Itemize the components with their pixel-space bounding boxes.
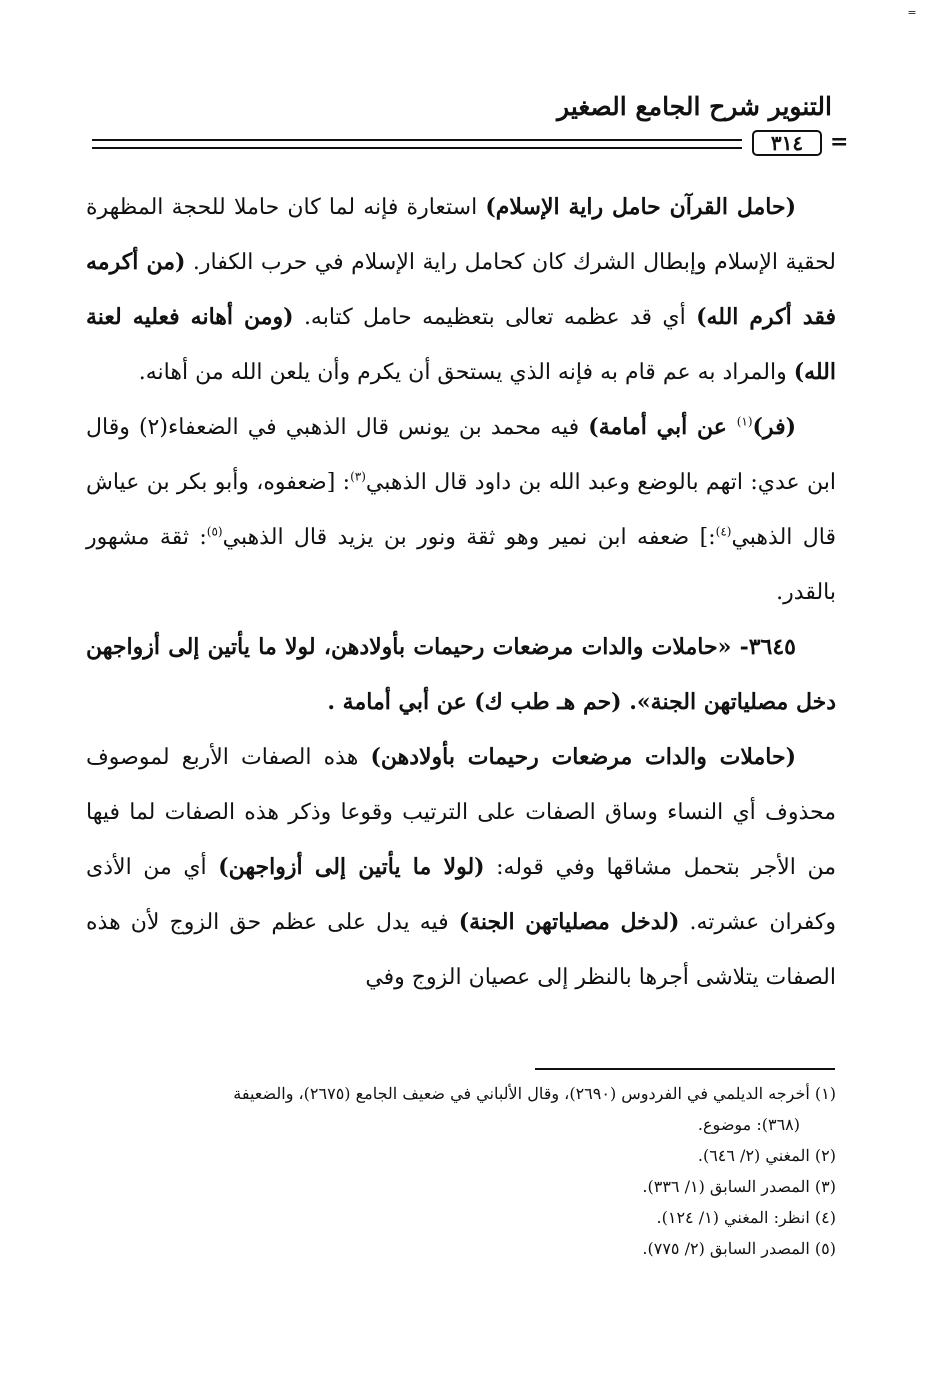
footnote-2: (٢) المغني (٢/ ٦٤٦). xyxy=(697,1146,836,1165)
matn-quote: (ومن أهانه فعليه لعنة الله) xyxy=(86,304,836,385)
hadith-source: (حم هـ طب ك) عن أبي أمامة . xyxy=(327,689,630,715)
matn-quote: (لدخل مصلياتهن الجنة) xyxy=(458,909,680,935)
header-decoration: = xyxy=(830,129,849,155)
footnote-3: (٣) المصدر السابق (١/ ٣٣٦). xyxy=(642,1177,836,1196)
corner-mark: = xyxy=(907,6,917,19)
footnote-separator xyxy=(535,1068,835,1070)
commentary-text: : [ضعفوه، وأبو بكر بن عياش قال الذهبي xyxy=(86,470,836,550)
running-header-title: التنوير شرح الجامع الصغير xyxy=(557,92,832,121)
body-text xyxy=(86,180,836,1005)
hadith-entry xyxy=(86,620,836,730)
footnote-ref: (١) xyxy=(736,414,753,429)
commentary-text: أي قد عظمه تعالى بتعظيمه حامل كتابه. xyxy=(293,305,697,330)
footnote-ref: (٥) xyxy=(206,524,223,539)
header-rule-bottom xyxy=(92,147,742,149)
footnote-1-continuation: (٣٦٨): موضوع. xyxy=(697,1115,800,1134)
footnotes xyxy=(86,1078,836,1264)
matn-quote: (حامل القرآن حامل راية الإسلام) xyxy=(485,194,796,220)
source-code: (فر) xyxy=(752,414,796,440)
commentary-text: : ثقة مشهور بالقدر. xyxy=(86,525,836,605)
footnote-5: (٥) المصدر السابق (٢/ ٧٧٥). xyxy=(642,1239,836,1258)
matn-quote: (حاملات والدات مرضعات رحيمات بأولادهن) xyxy=(370,744,796,770)
paragraph-commentary-2 xyxy=(86,730,836,1005)
commentary-text: استعارة فإنه لما كان حاملا للحجة المظهرة لحقية الإسلام وإبطال الشرك كان كحامل راية الإسلام في حرب الكفار. xyxy=(86,195,836,275)
page-number: ٣١٤ xyxy=(752,130,822,156)
hadith-text: ٣٦٤٥- «حاملات والدات مرضعات رحيمات بأولادهن، لولا ما يأتين إلى أزواجهن دخل مصلياتهن الجنة». xyxy=(86,634,836,715)
footnote-ref: (٤) xyxy=(715,524,732,539)
matn-quote: (لولا ما يأتين إلى أزواجهن) xyxy=(218,854,485,880)
footnote-1: (١) أخرجه الديلمي في الفردوس (٢٦٩٠)، وقال الألباني في ضعيف الجامع (٢٦٧٥)، والضعيفة xyxy=(233,1084,836,1103)
matn-quote: (من أكرمه فقد أكرم الله) xyxy=(86,249,836,330)
commentary-text: أي من الأذى وكفران عشرته. xyxy=(86,855,836,935)
commentary-text: فيه محمد بن يونس قال الذهبي في الضعفاء(٢) وقال ابن عدي: اتهم بالوضع وعبد الله بن داود قال الذهبي xyxy=(86,415,836,495)
footnote-ref: (٣) xyxy=(350,469,366,484)
header-rule-top xyxy=(92,139,742,141)
paragraph-commentary-1 xyxy=(86,180,836,400)
commentary-text: فيه يدل على عظم حق الزوج لأن هذه الصفات يتلاشى أجرها بالنظر إلى عصيان الزوج وفي xyxy=(86,910,836,990)
commentary-text: :] ضعفه ابن نمير وهو ثقة ونور بن يزيد قال الذهبي xyxy=(222,525,716,550)
commentary-text: والمراد به عم قام به فإنه الذي يستحق أن يكرم وأن يلعن الله من أهانه. xyxy=(138,360,794,385)
footnote-4: (٤) انظر: المغني (١/ ١٢٤). xyxy=(656,1208,836,1227)
commentary-text: هذه الصفات الأربع لموصوف محذوف أي النساء وساق الصفات على الترتيب وقوعا وذكر هذه الصفات لما فيها من الأجر بتحمل مشاقها وفي قوله: xyxy=(86,745,836,880)
narrator: عن أبي أمامة) xyxy=(588,414,737,440)
paragraph-takhrij xyxy=(86,400,836,620)
